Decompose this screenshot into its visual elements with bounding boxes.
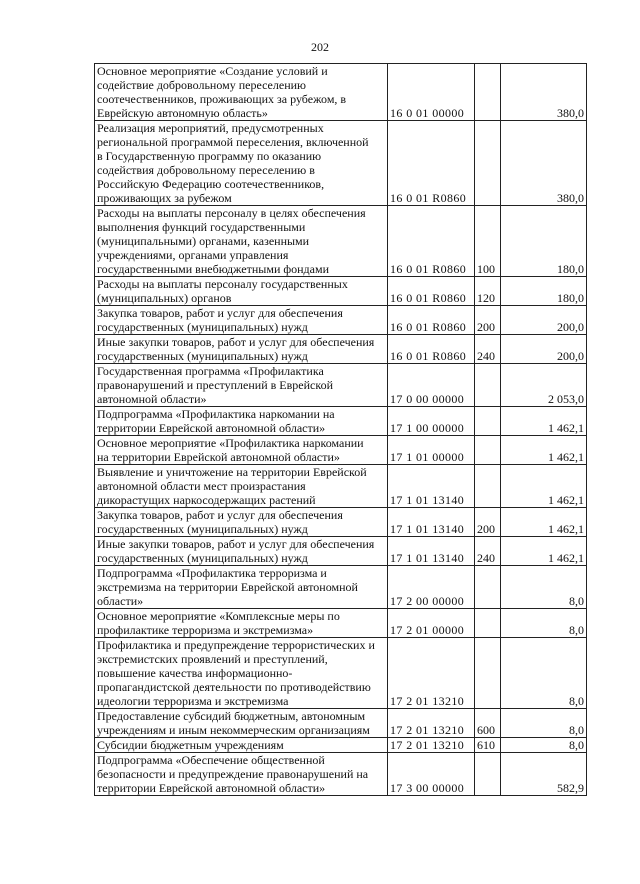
row-name-cell: Основное мероприятие «Комплексные меры по профилактике терроризма и экстремизма»	[95, 609, 388, 638]
row-name-cell: Закупка товаров, работ и услуг для обеспечения государственных (муниципальных) нужд	[95, 306, 388, 335]
row-expense-type-cell	[475, 364, 501, 407]
row-amount-cell: 8,0	[501, 738, 587, 753]
row-code-cell: 16 0 01 R0860	[388, 306, 475, 335]
row-code-cell: 17 0 00 00000	[388, 364, 475, 407]
row-amount-cell: 1 462,1	[501, 508, 587, 537]
row-code-cell: 17 1 01 13140	[388, 508, 475, 537]
table-row	[95, 609, 587, 638]
row-expense-type-cell	[475, 64, 501, 121]
row-expense-type-cell	[475, 566, 501, 609]
row-code-cell: 17 1 01 13140	[388, 537, 475, 566]
row-code-cell: 16 0 01 R0860	[388, 335, 475, 364]
table-row	[95, 407, 587, 436]
row-code-cell: 17 2 00 00000	[388, 566, 475, 609]
row-code-cell: 17 3 00 00000	[388, 753, 475, 796]
row-amount-cell: 1 462,1	[501, 537, 587, 566]
table-row	[95, 364, 587, 407]
page-number: 202	[311, 40, 329, 54]
row-code-cell: 17 1 00 00000	[388, 407, 475, 436]
row-code-cell: 17 1 01 00000	[388, 436, 475, 465]
row-name-cell: Профилактика и предупреждение террористических и экстремистских проявлений и преступлений, повышение качества информационно- пропагандистской деятельности по противодействию идеологии терроризма и экстремизма	[95, 638, 388, 709]
budget-table-body	[95, 64, 587, 796]
row-name-cell: Субсидии бюджетным учреждениям	[95, 738, 388, 753]
row-amount-cell: 380,0	[501, 121, 587, 206]
table-row	[95, 206, 587, 277]
row-name-cell: Предоставление субсидий бюджетным, автономным учреждениям и иным некоммерческим организациям	[95, 709, 388, 738]
table-row	[95, 537, 587, 566]
table-row	[95, 436, 587, 465]
row-name-cell: Основное мероприятие «Профилактика наркомании на территории Еврейской автономной области»	[95, 436, 388, 465]
row-code-cell: 17 2 01 13210	[388, 738, 475, 753]
row-amount-cell: 582,9	[501, 753, 587, 796]
row-expense-type-cell	[475, 753, 501, 796]
row-name-cell: Подпрограмма «Обеспечение общественной безопасности и предупреждение правонарушений на территории Еврейской автономной области»	[95, 753, 388, 796]
table-row	[95, 508, 587, 537]
table-row	[95, 277, 587, 306]
row-amount-cell: 8,0	[501, 609, 587, 638]
row-expense-type-cell: 100	[475, 206, 501, 277]
row-expense-type-cell: 240	[475, 537, 501, 566]
row-amount-cell: 200,0	[501, 306, 587, 335]
row-name-cell: Иные закупки товаров, работ и услуг для обеспечения государственных (муниципальных) нужд	[95, 537, 388, 566]
row-name-cell: Закупка товаров, работ и услуг для обеспечения государственных (муниципальных) нужд	[95, 508, 388, 537]
row-amount-cell: 380,0	[501, 64, 587, 121]
row-name-cell: Подпрограмма «Профилактика наркомании на территории Еврейской автономной области»	[95, 407, 388, 436]
row-name-cell: Расходы на выплаты персоналу в целях обеспечения выполнения функций государственными (муниципальными) органами, казенными учреждениями, органами управления государственными внебюджетными фондами	[95, 206, 388, 277]
table-row	[95, 335, 587, 364]
table-row	[95, 121, 587, 206]
row-amount-cell: 1 462,1	[501, 465, 587, 508]
table-row	[95, 306, 587, 335]
row-name-cell: Иные закупки товаров, работ и услуг для обеспечения государственных (муниципальных) нужд	[95, 335, 388, 364]
table-row	[95, 738, 587, 753]
table-row	[95, 638, 587, 709]
row-amount-cell: 8,0	[501, 709, 587, 738]
row-amount-cell: 180,0	[501, 277, 587, 306]
table-row	[95, 753, 587, 796]
row-amount-cell: 8,0	[501, 638, 587, 709]
table-row	[95, 64, 587, 121]
row-code-cell: 16 0 01 00000	[388, 64, 475, 121]
row-amount-cell: 2 053,0	[501, 364, 587, 407]
table-row	[95, 566, 587, 609]
row-expense-type-cell	[475, 407, 501, 436]
row-amount-cell: 1 462,1	[501, 436, 587, 465]
row-code-cell: 16 0 01 R0860	[388, 121, 475, 206]
row-amount-cell: 1 462,1	[501, 407, 587, 436]
row-expense-type-cell: 120	[475, 277, 501, 306]
row-name-cell: Подпрограмма «Профилактика терроризма и экстремизма на территории Еврейской автономной области»	[95, 566, 388, 609]
row-amount-cell: 200,0	[501, 335, 587, 364]
row-expense-type-cell: 600	[475, 709, 501, 738]
row-expense-type-cell	[475, 609, 501, 638]
row-expense-type-cell	[475, 436, 501, 465]
row-code-cell: 17 2 01 13210	[388, 638, 475, 709]
row-name-cell: Выявление и уничтожение на территории Еврейской автономной области мест произрастания дикорастущих наркосодержащих растений	[95, 465, 388, 508]
row-name-cell: Реализация мероприятий, предусмотренных региональной программой переселения, включенной в Государственную программу по оказанию содействия добровольному переселению в Российскую Федерацию соотечественников, проживающих за рубежом	[95, 121, 388, 206]
row-expense-type-cell	[475, 465, 501, 508]
row-code-cell: 16 0 01 R0860	[388, 277, 475, 306]
row-expense-type-cell: 200	[475, 306, 501, 335]
row-expense-type-cell	[475, 121, 501, 206]
row-name-cell: Государственная программа «Профилактика правонарушений и преступлений в Еврейской автономной области»	[95, 364, 388, 407]
row-amount-cell: 8,0	[501, 566, 587, 609]
row-code-cell: 17 1 01 13140	[388, 465, 475, 508]
row-expense-type-cell: 610	[475, 738, 501, 753]
row-expense-type-cell: 240	[475, 335, 501, 364]
row-name-cell: Расходы на выплаты персоналу государственных (муниципальных) органов	[95, 277, 388, 306]
row-code-cell: 17 2 01 00000	[388, 609, 475, 638]
row-code-cell: 17 2 01 13210	[388, 709, 475, 738]
row-name-cell: Основное мероприятие «Создание условий и содействие добровольному переселению соотечественников, проживающих за рубежом, в Еврейскую автономную область»	[95, 64, 388, 121]
budget-table	[94, 63, 587, 796]
row-expense-type-cell: 200	[475, 508, 501, 537]
row-expense-type-cell	[475, 638, 501, 709]
table-row	[95, 465, 587, 508]
row-amount-cell: 180,0	[501, 206, 587, 277]
table-row	[95, 709, 587, 738]
row-code-cell: 16 0 01 R0860	[388, 206, 475, 277]
